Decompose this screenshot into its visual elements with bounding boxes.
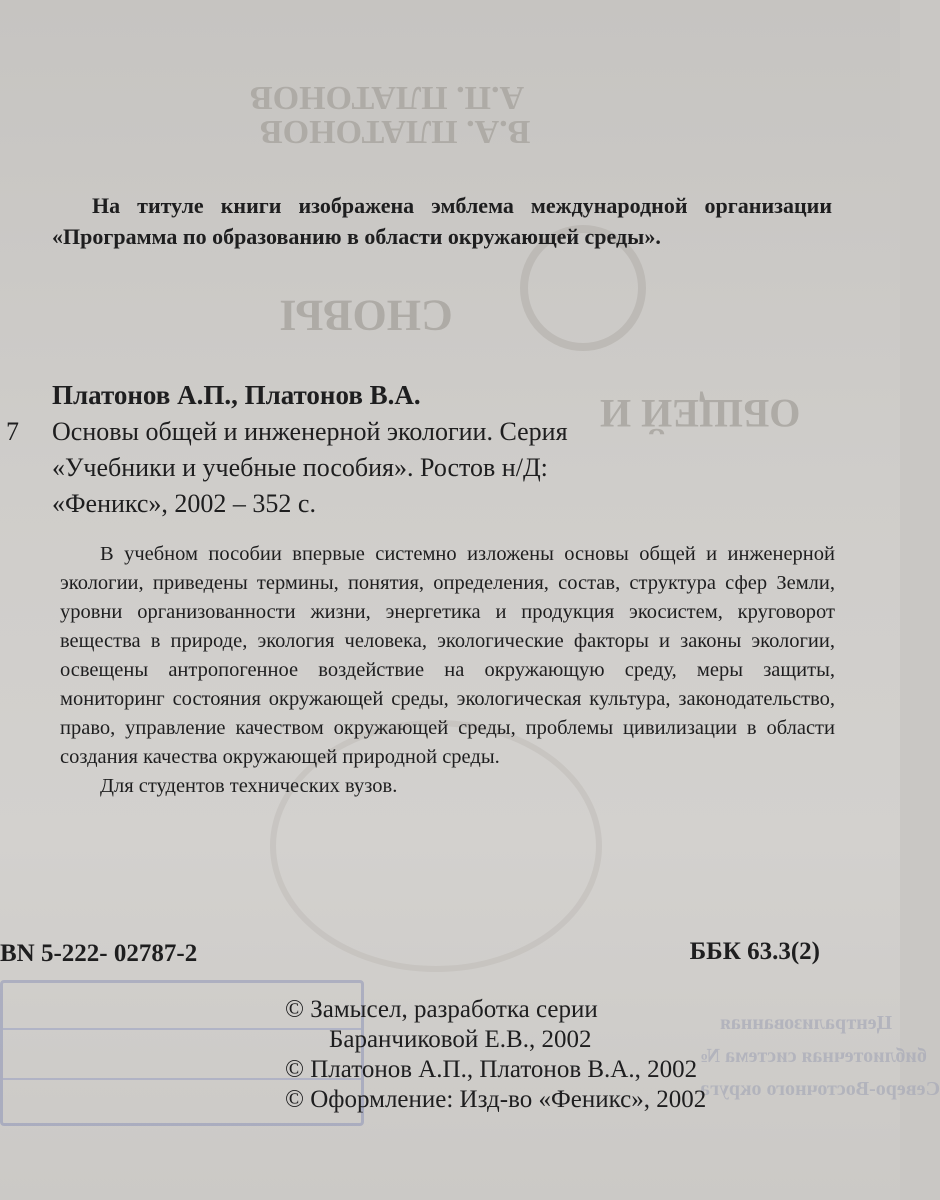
title-line: «Феникс», 2002 – 352 с. [52, 489, 316, 518]
bleed-through-authors-2: В.А. ПЛАТОНОВ [260, 113, 531, 150]
stamp-bleed-3: Северо-Восточного округа [700, 1078, 940, 1100]
bleed-through-authors: А.П. ПЛАТОНОВ [250, 79, 525, 116]
bibliographic-title [52, 414, 812, 522]
isbn: BN 5-222- 02787-2 [0, 940, 198, 967]
copyright-line: © Платонов А.П., Платонов В.А., 2002 [285, 1056, 698, 1083]
stamp-bleed-1: Централизованная [720, 1012, 893, 1034]
title-line: Основы общей и инженерной экологии. Серия [52, 417, 568, 446]
abstract [60, 540, 835, 801]
bleed-through-title: СНОВЫ [280, 291, 453, 340]
copyright-line: © Замысел, разработка серии [285, 996, 598, 1023]
title-line: «Учебники и учебные пособия». Ростов н/Д: [52, 453, 548, 482]
copyright-line: Баранчиковой Е.В., 2002 [329, 1026, 592, 1053]
stamp-bleed-2: библиотечная система № [700, 1045, 927, 1067]
copyright-block [285, 995, 706, 1115]
bleed-through-title-2: ОБЩЕЙ И [600, 391, 801, 436]
copyright-line: © Оформление: Изд-во «Феникс», 2002 [285, 1086, 707, 1113]
bbk-code: ББК 63.3(2) [689, 938, 820, 965]
udk-fragment: 7 [6, 417, 19, 446]
abstract-text: В учебном пособии впервые системно изложены основы общей и инженерной экологии, приведены термины, понятия, определения, состав, структура сфер Земли, уровни организованности жизни, энергетика и продукция экосистем, круговорот вещества в природе, экология человека, экологические факторы и законы экологии, освещены антропогенное воздействие на окружающую среду, меры защиты, мониторинг состояния окружающей среды, экологическая культура, законодательство, право, управление качеством окружающей среды, проблемы цивилизации в области создания качества окружающей природной среды. [60, 543, 835, 768]
emblem-note: На титуле книги изображена эмблема международной организации «Программа по образованию в области окружающей среды». [52, 193, 832, 249]
authors-heading: Платонов А.П., Платонов В.А. [52, 380, 421, 410]
audience-text: Для студентов технических вузов. [100, 775, 398, 797]
